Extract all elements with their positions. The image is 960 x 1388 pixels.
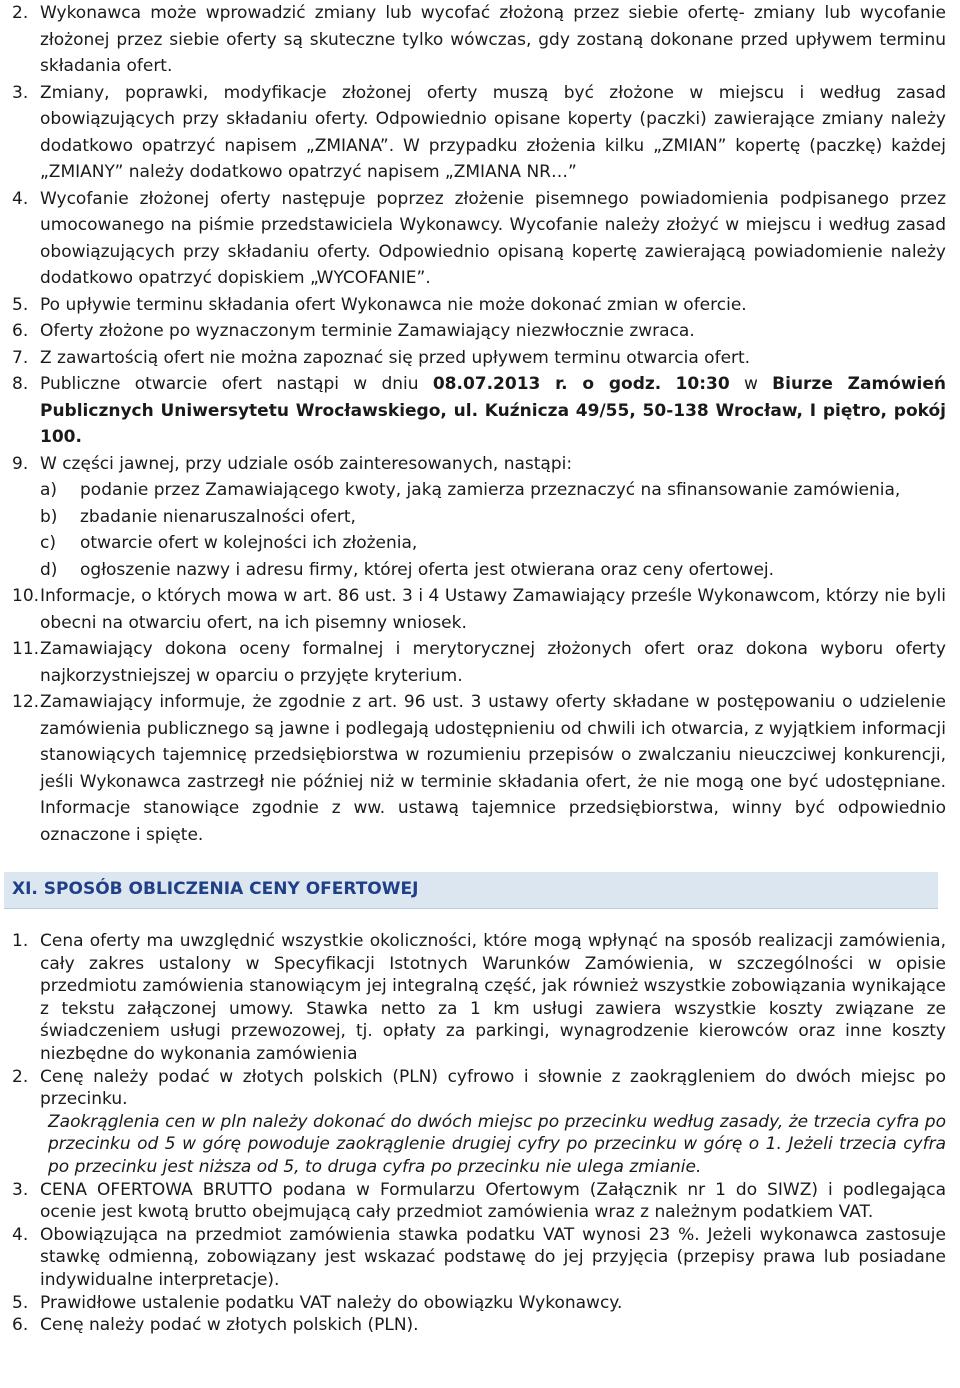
item-text: W części jawnej, przy udziale osób zainteresowanych, nastąpi: bbox=[40, 453, 573, 474]
sub-item bbox=[40, 504, 946, 531]
sub-item bbox=[40, 530, 946, 557]
section-title: XI. SPOSÓB OBLICZENIA CENY OFERTOWEJ bbox=[12, 879, 419, 899]
rounding-note: Zaokrąglenia cen w pln należy dokonać do dwóch miejsc po przecinku według zasady, że trzecia cyfra po przecinku od 5 w górę powoduje zaokrąglenie drugiej cyfry po przecinku w górę o 1. Jeżeli trzecia cyfra po przecinku jest niższa od 5, to druga cyfra po przecinku nie ulega zmianie. bbox=[48, 1111, 946, 1177]
item-text: Z zawartością ofert nie można zapoznać się przed upływem terminu otwarcia ofert. bbox=[40, 347, 751, 368]
item-number: 4. bbox=[12, 188, 29, 209]
item-number: 12. bbox=[12, 692, 40, 712]
sub-item bbox=[40, 557, 946, 584]
list-item bbox=[12, 318, 946, 345]
list-item bbox=[12, 1066, 946, 1111]
opening-date: 08.07.2013 r. o godz. bbox=[432, 374, 662, 394]
opening-place: Biurze Zamówień Publicznych Uniwersytetu Wrocławskiego, ul. Kuźnicza 49/55, 50-138 Wrocław, I piętro, pokój 100. bbox=[40, 374, 947, 447]
sub-item-letter: c) bbox=[40, 533, 56, 553]
sub-item-letter: b) bbox=[40, 506, 58, 527]
item-text: Zamawiający dokona oceny formalnej i merytorycznej złożonych ofert oraz dokona wyboru oferty najkorzystniejszej w oparciu o przyjęte kryterium. bbox=[40, 639, 946, 686]
sub-item-letter: d) bbox=[40, 559, 58, 580]
list-item bbox=[12, 1224, 946, 1292]
sub-item-letter: a) bbox=[40, 480, 58, 500]
list-item bbox=[12, 345, 946, 372]
item-number: 1. bbox=[12, 931, 29, 951]
item-text: Cena oferty ma uwzględnić wszystkie okoliczności, które mogą wpłynąć na sposób realizacji zamówienia, cały zakres ustalony w Specyfikacji Istotnych Warunków Zamówienia, w szczególności w opisie przedmiotu zamówienia stanowiącym jej integralną część, jak również wszystkie zobowiązania wynikające z tekstu załączonej umowy. Stawka netto za 1 km usługi zawiera wszystkie koszty związane ze świadczeniem usługi przewozowej, tj. opłaty za parkingi, wynagrodzenie kierowców oraz inne koszty niezbędne do wykonania zamówienia bbox=[40, 931, 946, 1064]
item-text: Po upływie terminu składania ofert Wykonawca nie może dokonać zmian w ofercie. bbox=[40, 294, 747, 315]
item-number: 3. bbox=[12, 82, 29, 103]
sub-item-text: otwarcie ofert w kolejności ich złożenia, bbox=[80, 533, 418, 553]
item-number: 7. bbox=[12, 347, 29, 368]
public-part-item bbox=[12, 451, 946, 584]
item-number: 3. bbox=[12, 1179, 29, 1200]
item-text: Zmiany, poprawki, modyfikacje złożonej oferty muszą być złożone w miejscu i według zasad obowiązujących przy składaniu oferty. Odpowiednio opisane koperty (paczki) zawierające zmiany należy dodatkowo opatrzyć napisem „ZMIANA”. W przypadku złożenia kilku „ZMIAN” kopertę (paczkę) każdej „ZMIANY” należy dodatkowo opatrzyć napisem „ZMIANA NR…” bbox=[40, 82, 946, 182]
list-item bbox=[12, 0, 946, 80]
item-number: 2. bbox=[12, 3, 29, 23]
sub-item-text: zbadanie nienaruszalności ofert, bbox=[80, 506, 356, 527]
list-item bbox=[12, 636, 946, 689]
offer-rules-list bbox=[12, 0, 946, 848]
space bbox=[661, 374, 675, 394]
item-number: 2. bbox=[12, 1066, 29, 1087]
list-item bbox=[12, 292, 946, 319]
opening-time: 10:30 bbox=[675, 374, 730, 394]
item-number: 6. bbox=[12, 321, 29, 341]
list-item bbox=[12, 80, 946, 186]
item-text: Cenę należy podać w złotych polskich (PLN) cyfrowo i słownie z zaokrągleniem do dwóch miejsc po przecinku. bbox=[40, 1066, 946, 1110]
opening-connector: w bbox=[729, 374, 773, 394]
list-item bbox=[12, 930, 946, 1066]
list-item bbox=[12, 186, 946, 292]
opening-info-item bbox=[12, 371, 946, 451]
item-text: Cenę należy podać w złotych polskich (PLN). bbox=[40, 1315, 419, 1336]
item-text: CENA OFERTOWA BRUTTO podana w Formularzu Ofertowym (Załącznik nr 1 do SIWZ) i podlegająca ocenie jest kwotą brutto obejmującą cały przedmiot zamówienia wraz z należnym podatkiem VAT. bbox=[40, 1179, 946, 1223]
list-item bbox=[12, 689, 946, 848]
item-number: 4. bbox=[12, 1224, 29, 1245]
item-text: Oferty złożone po wyznaczonym terminie Zamawiający niezwłocznie zwraca. bbox=[40, 321, 695, 341]
item-text: Wykonawca może wprowadzić zmiany lub wycofać złożoną przez siebie ofertę- zmiany lub wycofanie złożonej przez siebie oferty są skuteczne tylko wówczas, gdy zostaną dokonane przed upływem terminu składania ofert. bbox=[40, 3, 946, 76]
sub-item bbox=[40, 477, 946, 504]
item-number: 5. bbox=[12, 1292, 29, 1313]
list-item bbox=[12, 583, 946, 636]
item-number: 6. bbox=[12, 1315, 29, 1336]
sub-item-text: podanie przez Zamawiającego kwoty, jaką zamierza przeznaczyć na sfinansowanie zamówienia, bbox=[80, 480, 901, 500]
item-text: Informacje, o których mowa w art. 86 ust. 3 i 4 Ustawy Zamawiający prześle Wykonawcom, którzy nie byli obecni na otwarciu ofert, na ich pisemny wniosek. bbox=[40, 586, 946, 633]
price-rules-list bbox=[12, 930, 946, 1337]
item-text: Prawidłowe ustalenie podatku VAT należy do obowiązku Wykonawcy. bbox=[40, 1292, 623, 1313]
item-text: Obowiązująca na przedmiot zamówienia stawka podatku VAT wynosi 23 %. Jeżeli wykonawca zastosuje stawkę odmienną, zobowiązany jest wskazać podstawę do jej przyjęcia (przepisy prawa lub posiadane indywidualne interpretacje). bbox=[40, 1224, 946, 1290]
list-item bbox=[12, 1292, 946, 1315]
section-header bbox=[4, 872, 938, 909]
item-text: Wycofanie złożonej oferty następuje poprzez złożenie pisemnego powiadomienia podpisanego przez umocowanego na piśmie przedstawiciela Wykonawcy. Wycofanie należy złożyć w miejscu i według zasad obowiązujących przy składaniu oferty. Odpowiednio opisaną kopertę zawierającą powiadomienie należy dodatkowo opatrzyć dopiskiem „WYCOFANIE”. bbox=[40, 188, 946, 288]
item-text: Zamawiający informuje, że zgodnie z art. 96 ust. 3 ustawy oferty składane w postępowaniu o udzielenie zamówienia publicznego są jawne i podlegają udostępnieniu od chwili ich otwarcia, z wyjątkiem informacji stanowiących tajemnicę przedsiębiorstwa w rozumieniu przepisów o zwalczaniu nieuczciwej konkurencji, jeśli Wykonawca zastrzegł nie później niż w terminie składania ofert, że nie mogą one być udostępniane. Informacje stanowiące zgodnie z ww. ustawą tajemnice przedsiębiorstwa, winny być odpowiednio oznaczone i spięte. bbox=[40, 692, 946, 845]
item-number: 11. bbox=[12, 639, 40, 659]
item-number: 10. bbox=[12, 586, 40, 606]
list-item bbox=[12, 1179, 946, 1224]
item-number: 8. bbox=[12, 374, 29, 394]
item-number: 9. bbox=[12, 453, 29, 474]
opening-text: Publiczne otwarcie ofert nastąpi w dniu bbox=[40, 374, 433, 394]
list-item bbox=[12, 1314, 946, 1337]
sub-item-text: ogłoszenie nazwy i adresu firmy, której oferta jest otwierana oraz ceny ofertowej. bbox=[80, 559, 775, 580]
item-number: 5. bbox=[12, 294, 29, 315]
